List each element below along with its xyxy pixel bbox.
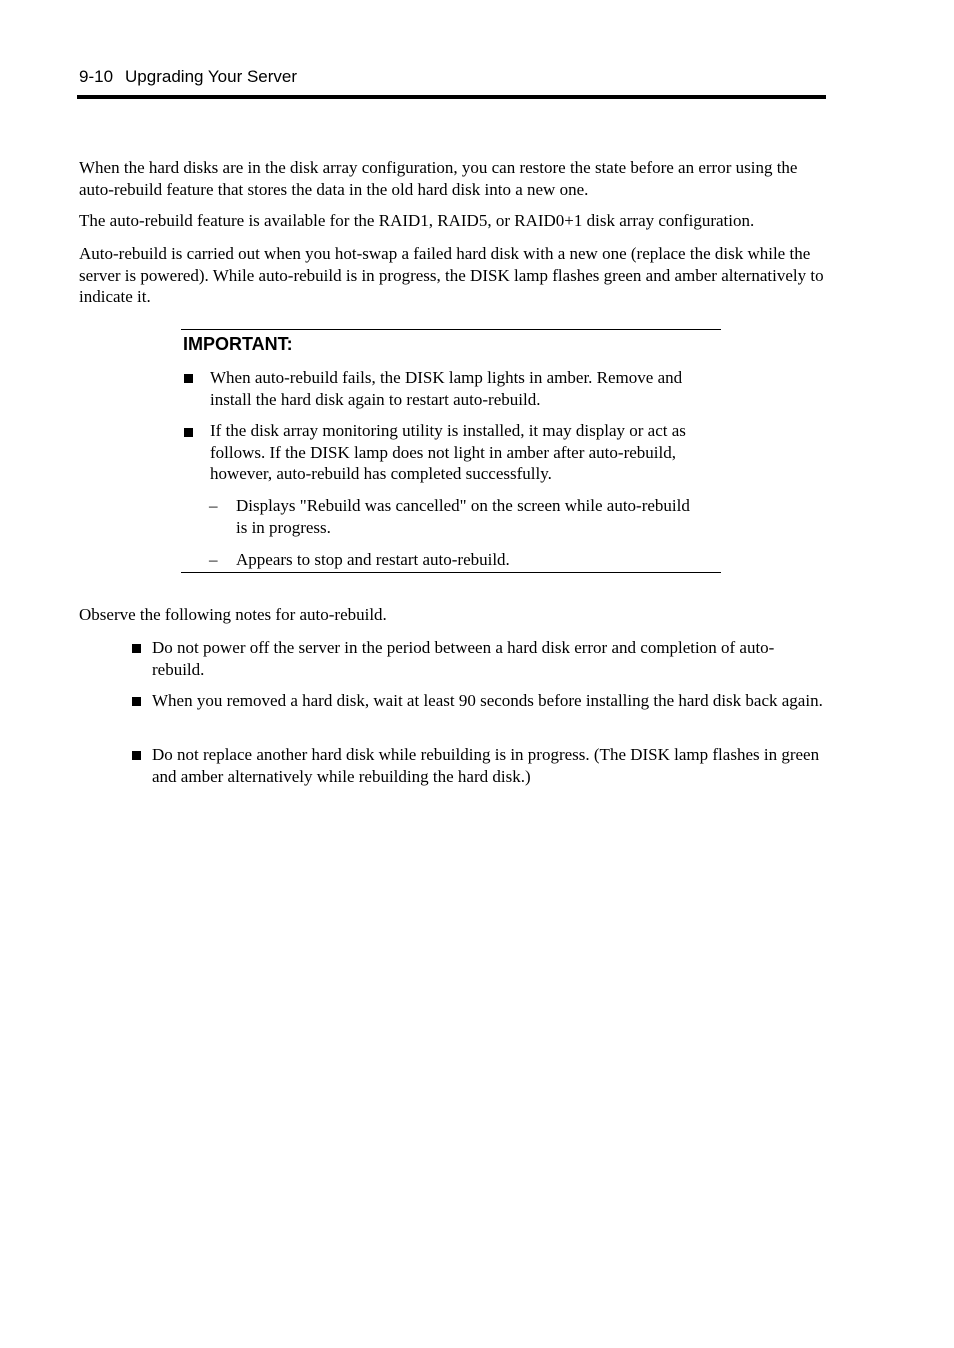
important-notice [181, 329, 721, 573]
square-bullet-icon [132, 697, 141, 706]
intro-paragraph-2: The auto-rebuild feature is available for the RAID1, RAID5, or RAID0+1 disk array configuration. [79, 211, 755, 230]
section-title: Upgrading Your Server [125, 67, 298, 86]
important-title: IMPORTANT: [183, 334, 293, 354]
intro-paragraph-3: Auto-rebuild is carried out when you hot-swap a failed hard disk with a new one (replace the disk while the server is powered). While auto-rebuild is in progress, the DISK lamp flashes green and amber alternatively to indicate it. [79, 244, 824, 306]
running-header [79, 66, 297, 88]
square-bullet-icon [184, 428, 193, 437]
square-bullet-icon [132, 751, 141, 760]
note-item-3: Do not replace another hard disk while rebuilding is in progress. (The DISK lamp flashes in green and amber alternatively while rebuilding the hard disk.) [152, 745, 820, 786]
dash-marker: – [209, 496, 218, 515]
note-item-2: When you removed a hard disk, wait at least 90 seconds before installing the hard disk back again. [152, 691, 823, 710]
intro-paragraph-1: When the hard disks are in the disk array configuration, you can restore the state before an error using the auto-rebuild feature that stores the data in the old hard disk into a new one. [79, 158, 798, 199]
note-item-1: Do not power off the server in the period between a hard disk error and completion of auto-rebuild. [152, 638, 775, 679]
page-number: 9-10 [79, 67, 114, 86]
important-subitem-1: Displays "Rebuild was cancelled" on the screen while auto-rebuild is in progress. [236, 496, 690, 537]
dash-marker: – [209, 550, 218, 569]
important-subitem-2: Appears to stop and restart auto-rebuild. [236, 550, 510, 569]
important-item-1: When auto-rebuild fails, the DISK lamp lights in amber. Remove and install the hard disk again to restart auto-rebuild. [210, 368, 683, 409]
notes-intro: Observe the following notes for auto-rebuild. [79, 605, 387, 624]
square-bullet-icon [132, 644, 141, 653]
header-rule [77, 95, 826, 99]
important-item-2: If the disk array monitoring utility is installed, it may display or act as follows. If the DISK lamp does not light in amber after auto-rebuild, however, auto-rebuild has completed successfully. [210, 421, 686, 483]
square-bullet-icon [184, 374, 193, 383]
